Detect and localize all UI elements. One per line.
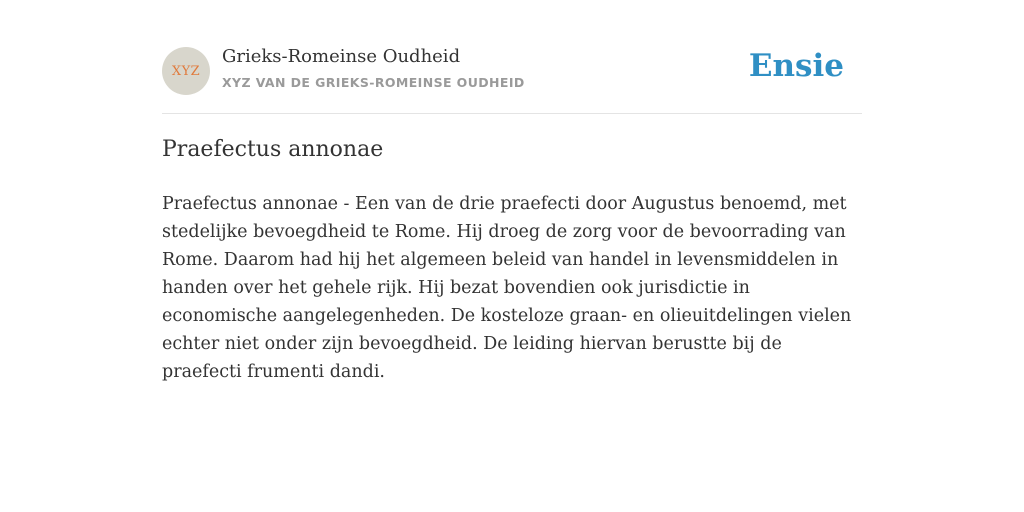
source-title-link[interactable]: Grieks-Romeinse Oudheid <box>222 46 461 67</box>
source-header <box>162 46 862 96</box>
source-avatar[interactable]: XYZ <box>162 47 210 95</box>
brand-logo-link[interactable]: Ensie <box>748 48 844 84</box>
article-body: Praefectus annonae - Een van de drie praefecti door Augustus benoemd, met stedelijke bevoegdheid te Rome. Hij droeg de zorg voor de bevoorrading van Rome. Daarom had hij het algemeen beleid van handel in levensmiddelen in handen over het gehele rijk. Hij bezat bovendien ook jurisdictie in economische aangelegenheden. De kosteloze graan- en olieuitdelingen vielen echter niet onder zijn bevoegdheid. De leiding hiervan berustte bij de praefecti frumenti dandi. <box>162 194 852 382</box>
article-title: Praefectus annonae <box>162 137 384 162</box>
source-subtitle: XYZ VAN DE GRIEKS-ROMEINSE OUDHEID <box>222 75 525 90</box>
header-divider <box>162 113 862 114</box>
